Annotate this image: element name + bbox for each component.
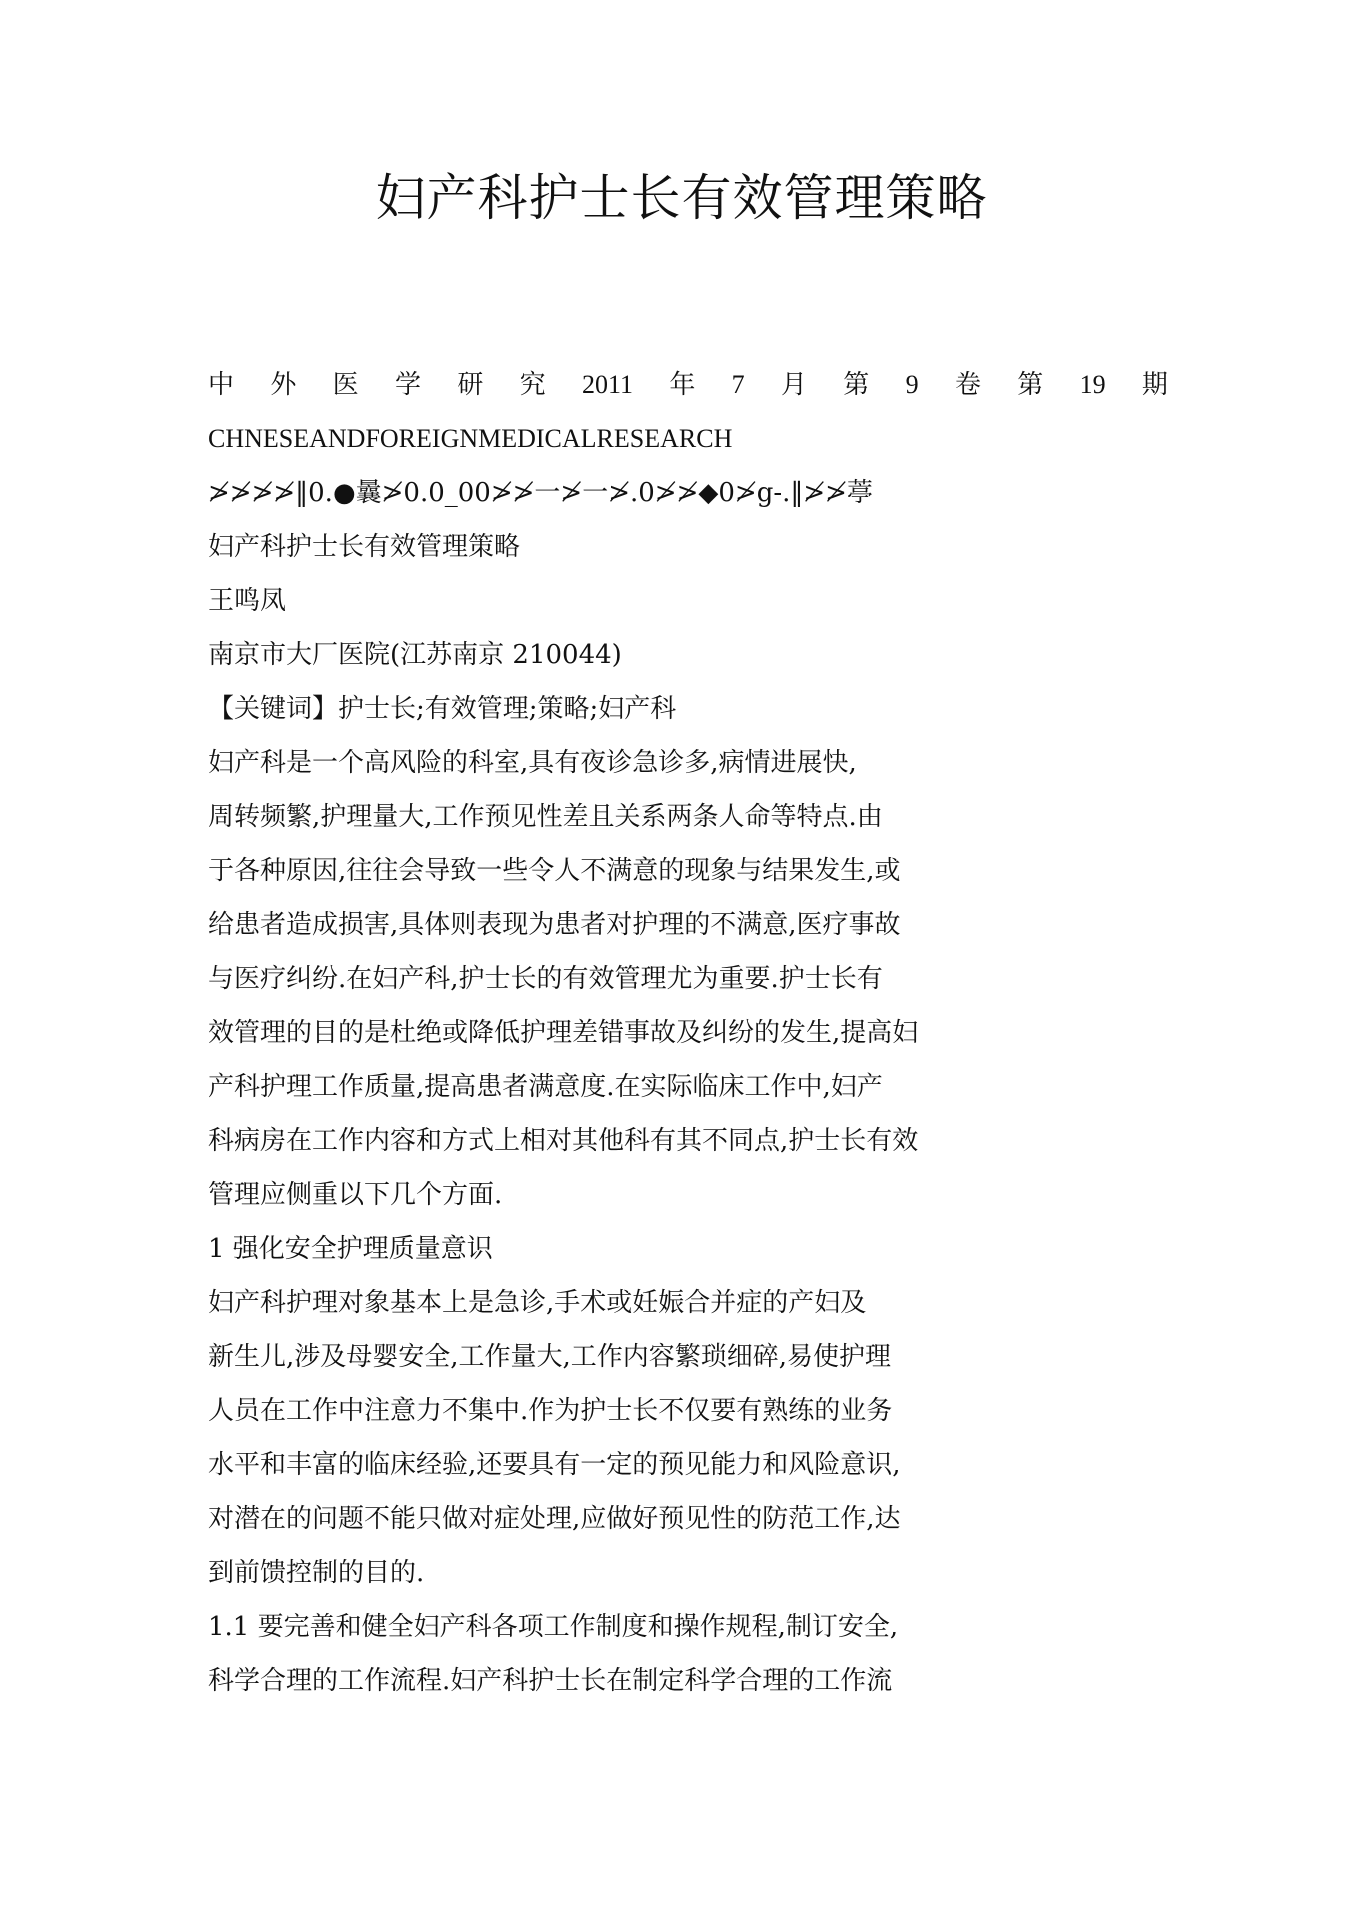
article-title: 妇产科护士长有效管理策略: [208, 532, 521, 562]
subsection-line: 1.1 要完善和健全妇产科各项工作制度和操作规程,制订安全,: [208, 1612, 899, 1642]
journal-token: 第: [1017, 370, 1044, 400]
journal-token: 医: [332, 370, 359, 400]
section-heading: 1 强化安全护理质量意识: [208, 1234, 493, 1264]
journal-token: 究: [519, 370, 546, 400]
text-line: 与医疗纠纷.在妇产科,护士长的有效管理尤为重要.护士长有: [208, 964, 883, 994]
author-affiliation: 南京市大厂医院(江苏南京 210044): [208, 640, 622, 670]
journal-token: 第: [843, 370, 870, 400]
text-line: 于各种原因,往往会导致一些令人不满意的现象与结果发生,或: [208, 856, 901, 886]
text-line: 产科护理工作质量,提高患者满意度.在实际临床工作中,妇产: [208, 1072, 883, 1102]
journal-token: 卷: [954, 370, 981, 400]
text-line: 效管理的目的是杜绝或降低护理差错事故及纠纷的发生,提高妇: [208, 1018, 919, 1048]
text-line: 周转频繁,护理量大,工作预见性差且关系两条人命等特点.由: [208, 802, 883, 832]
keywords: 【关键词】护士长;有效管理;策略;妇产科: [208, 694, 677, 724]
journal-volume: 9: [905, 370, 919, 399]
text-line: 妇产科是一个高风险的科室,具有夜诊急诊多,病情进展快,: [208, 748, 857, 778]
journal-info-line: [208, 358, 1168, 412]
journal-issue: 19: [1079, 370, 1106, 399]
journal-token: 中: [208, 370, 235, 400]
text-line: 科学合理的工作流程.妇产科护士长在制定科学合理的工作流: [208, 1666, 893, 1696]
text-line: 新生儿,涉及母婴安全,工作量大,工作内容繁琐细碎,易使护理: [208, 1342, 892, 1372]
text-line: 给患者造成损害,具体则表现为患者对护理的不满意,医疗事故: [208, 910, 901, 940]
journal-token: 期: [1141, 370, 1168, 400]
journal-month: 7: [731, 370, 745, 399]
article-text: [208, 736, 1168, 1708]
journal-token: 研: [457, 370, 484, 400]
garbled-line: ≯≯≯≯‖0.●曩≯0.0_00≯≯一≯一≯.0≯≯◆0≯g-.‖≯≯葶: [208, 478, 873, 508]
journal-year: 2011: [581, 370, 634, 399]
text-line: 科病房在工作内容和方式上相对其他科有其不同点,护士长有效: [208, 1126, 919, 1156]
text-line: 到前馈控制的目的.: [208, 1558, 425, 1588]
journal-token: 外: [270, 370, 297, 400]
text-line: 对潜在的问题不能只做对症处理,应做好预见性的防范工作,达: [208, 1504, 901, 1534]
text-line: 管理应侧重以下几个方面.: [208, 1180, 503, 1210]
journal-token: 年: [669, 370, 696, 400]
text-line: 人员在工作中注意力不集中.作为护士长不仅要有熟练的业务: [208, 1396, 893, 1426]
document-body: [208, 358, 1168, 1708]
journal-token: 月: [780, 370, 807, 400]
journal-token: 学: [394, 370, 421, 400]
text-line: 妇产科护理对象基本上是急诊,手术或妊娠合并症的产妇及: [208, 1288, 867, 1318]
author-name: 王鸣凤: [208, 586, 287, 616]
text-line: 水平和丰富的临床经验,还要具有一定的预见能力和风险意识,: [208, 1450, 901, 1480]
journal-english-name: CHNESEANDFOREIGNMEDICALRESEARCH: [208, 424, 733, 453]
document-title: 妇产科护士长有效管理策略: [375, 169, 988, 227]
